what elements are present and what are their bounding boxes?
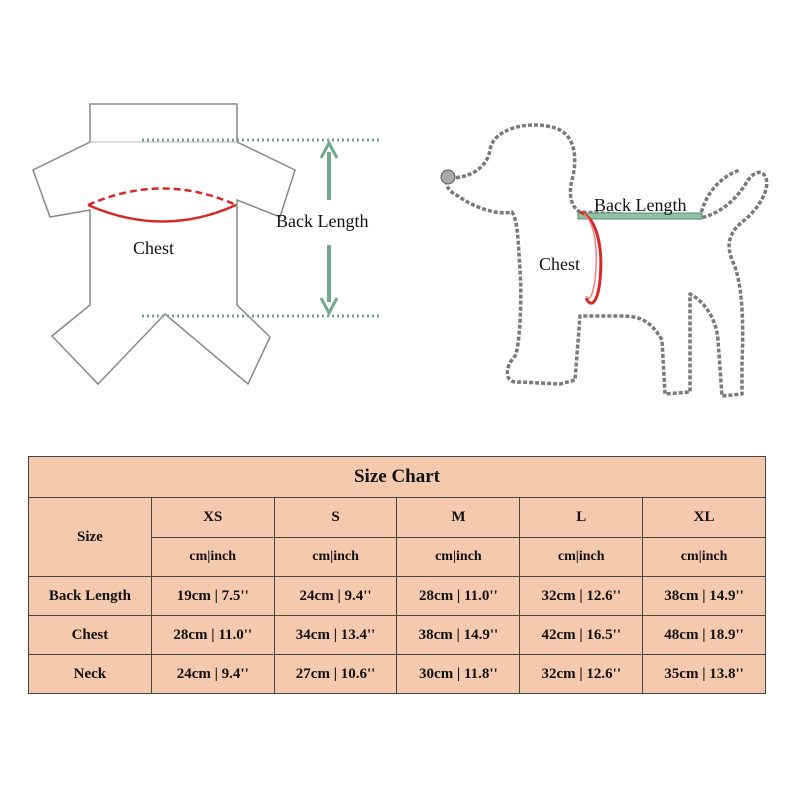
table-cell: 38cm | 14.9'' — [643, 577, 766, 616]
table-row — [29, 616, 766, 655]
unit-label-xs: cm|inch — [151, 538, 274, 577]
size-l: L — [520, 498, 643, 538]
dog-chest-strap — [580, 212, 601, 303]
dog-back-length-label: Back Length — [594, 195, 687, 215]
table-cell: 42cm | 16.5'' — [520, 616, 643, 655]
row-label-chest: Chest — [29, 616, 152, 655]
row-label-back-length: Back Length — [29, 577, 152, 616]
size-header: Size — [29, 498, 152, 577]
table-cell: 38cm | 14.9'' — [397, 616, 520, 655]
garment-back-length-label: Back Length — [276, 211, 369, 231]
garment-chest-label: Chest — [133, 238, 175, 258]
table-cell: 28cm | 11.0'' — [151, 616, 274, 655]
size-xs: XS — [151, 498, 274, 538]
size-m: M — [397, 498, 520, 538]
table-cell: 27cm | 10.6'' — [274, 655, 397, 694]
unit-label-xl: cm|inch — [643, 538, 766, 577]
dog-chest-label: Chest — [539, 254, 581, 274]
dog-diagram — [441, 125, 767, 396]
row-label-neck: Neck — [29, 655, 152, 694]
table-cell: 30cm | 11.8'' — [397, 655, 520, 694]
table-cell: 24cm | 9.4'' — [274, 577, 397, 616]
unit-label-s: cm|inch — [274, 538, 397, 577]
table-cell: 48cm | 18.9'' — [643, 616, 766, 655]
table-cell: 28cm | 11.0'' — [397, 577, 520, 616]
table-cell: 19cm | 7.5'' — [151, 577, 274, 616]
table-row — [29, 577, 766, 616]
table-cell: 35cm | 13.8'' — [643, 655, 766, 694]
table-cell: 32cm | 12.6'' — [520, 577, 643, 616]
dog-nose-icon — [441, 170, 455, 184]
garment-diagram — [33, 104, 382, 384]
table-cell: 34cm | 13.4'' — [274, 616, 397, 655]
table-row — [29, 655, 766, 694]
unit-label-m: cm|inch — [397, 538, 520, 577]
table-cell: 24cm | 9.4'' — [151, 655, 274, 694]
table-cell: 32cm | 12.6'' — [520, 655, 643, 694]
size-xl: XL — [643, 498, 766, 538]
unit-label-l: cm|inch — [520, 538, 643, 577]
dog-chain-outline — [447, 125, 767, 396]
size-chart-table — [28, 456, 766, 694]
size-s: S — [274, 498, 397, 538]
size-chart-title: Size Chart — [29, 457, 766, 498]
